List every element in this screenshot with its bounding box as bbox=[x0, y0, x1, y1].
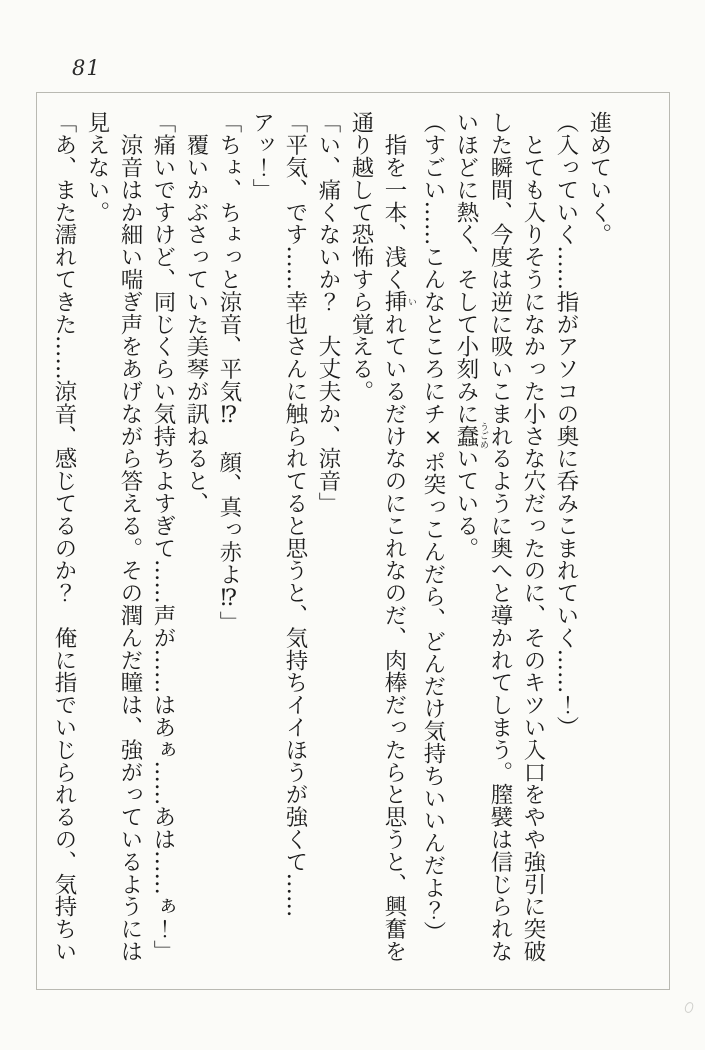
page-number: 81 bbox=[72, 56, 101, 80]
ruby-annotation: 蠢 うごめ bbox=[453, 422, 488, 450]
paragraph: （すごい……こんなところにチ×ポ突っこんだら、どんだけ気持ちいいんだよ？） bbox=[420, 111, 446, 944]
paragraph: 「平気、です……幸也さんに触られてると思うと、気持ちイイほうが強くて……アッ！」 bbox=[249, 111, 308, 918]
ruby-annotation: 挿 い bbox=[381, 290, 416, 313]
paragraph: 指を一本、浅く挿 いれているだけなのにこれなのだ、肉棒だったらと思うと、興奮を通り越して恐怖すら覚える。 bbox=[348, 111, 416, 963]
paragraph: 「あ、また濡れてきた……涼音、感じてるのか？ 俺に指でいじられるの、気持ちい bbox=[51, 111, 77, 963]
paragraph: 進めていく。 bbox=[586, 111, 612, 246]
vertical-text-block bbox=[51, 111, 615, 965]
paragraph: （入っていく……指がアソコの奥に呑みこまれていく……！） bbox=[553, 111, 579, 739]
paragraph: 覆いかぶさっていた美琴が訊ねると、 bbox=[183, 111, 209, 515]
paragraph: 「ちょ、ちょっと涼音、平気⁉ 顔、真っ赤よ⁉」 bbox=[216, 111, 242, 634]
paragraph: 「い、痛くないか？ 大丈夫か、涼音」 bbox=[315, 111, 341, 515]
paragraph: とても入りそうになかった小さな穴だったのに、そのキツい入口をやや強引に突破した瞬間、今度は逆に吸いこまれるように奥へと導かれてしまう。膣襞は信じられないほどに熱く、そして小刻みに蠢 うごめいている。 bbox=[453, 111, 546, 963]
paragraph: 涼音はか細い喘ぎ声をあげながら答える。その潤んだ瞳は、強がっているようには見えない。 bbox=[84, 111, 143, 963]
scan-artifact bbox=[684, 1001, 694, 1013]
paragraph: 「痛いですけど、同じくらい気持ちよすぎて……声が……はあぁ……あは……ぁ！」 bbox=[150, 111, 176, 963]
